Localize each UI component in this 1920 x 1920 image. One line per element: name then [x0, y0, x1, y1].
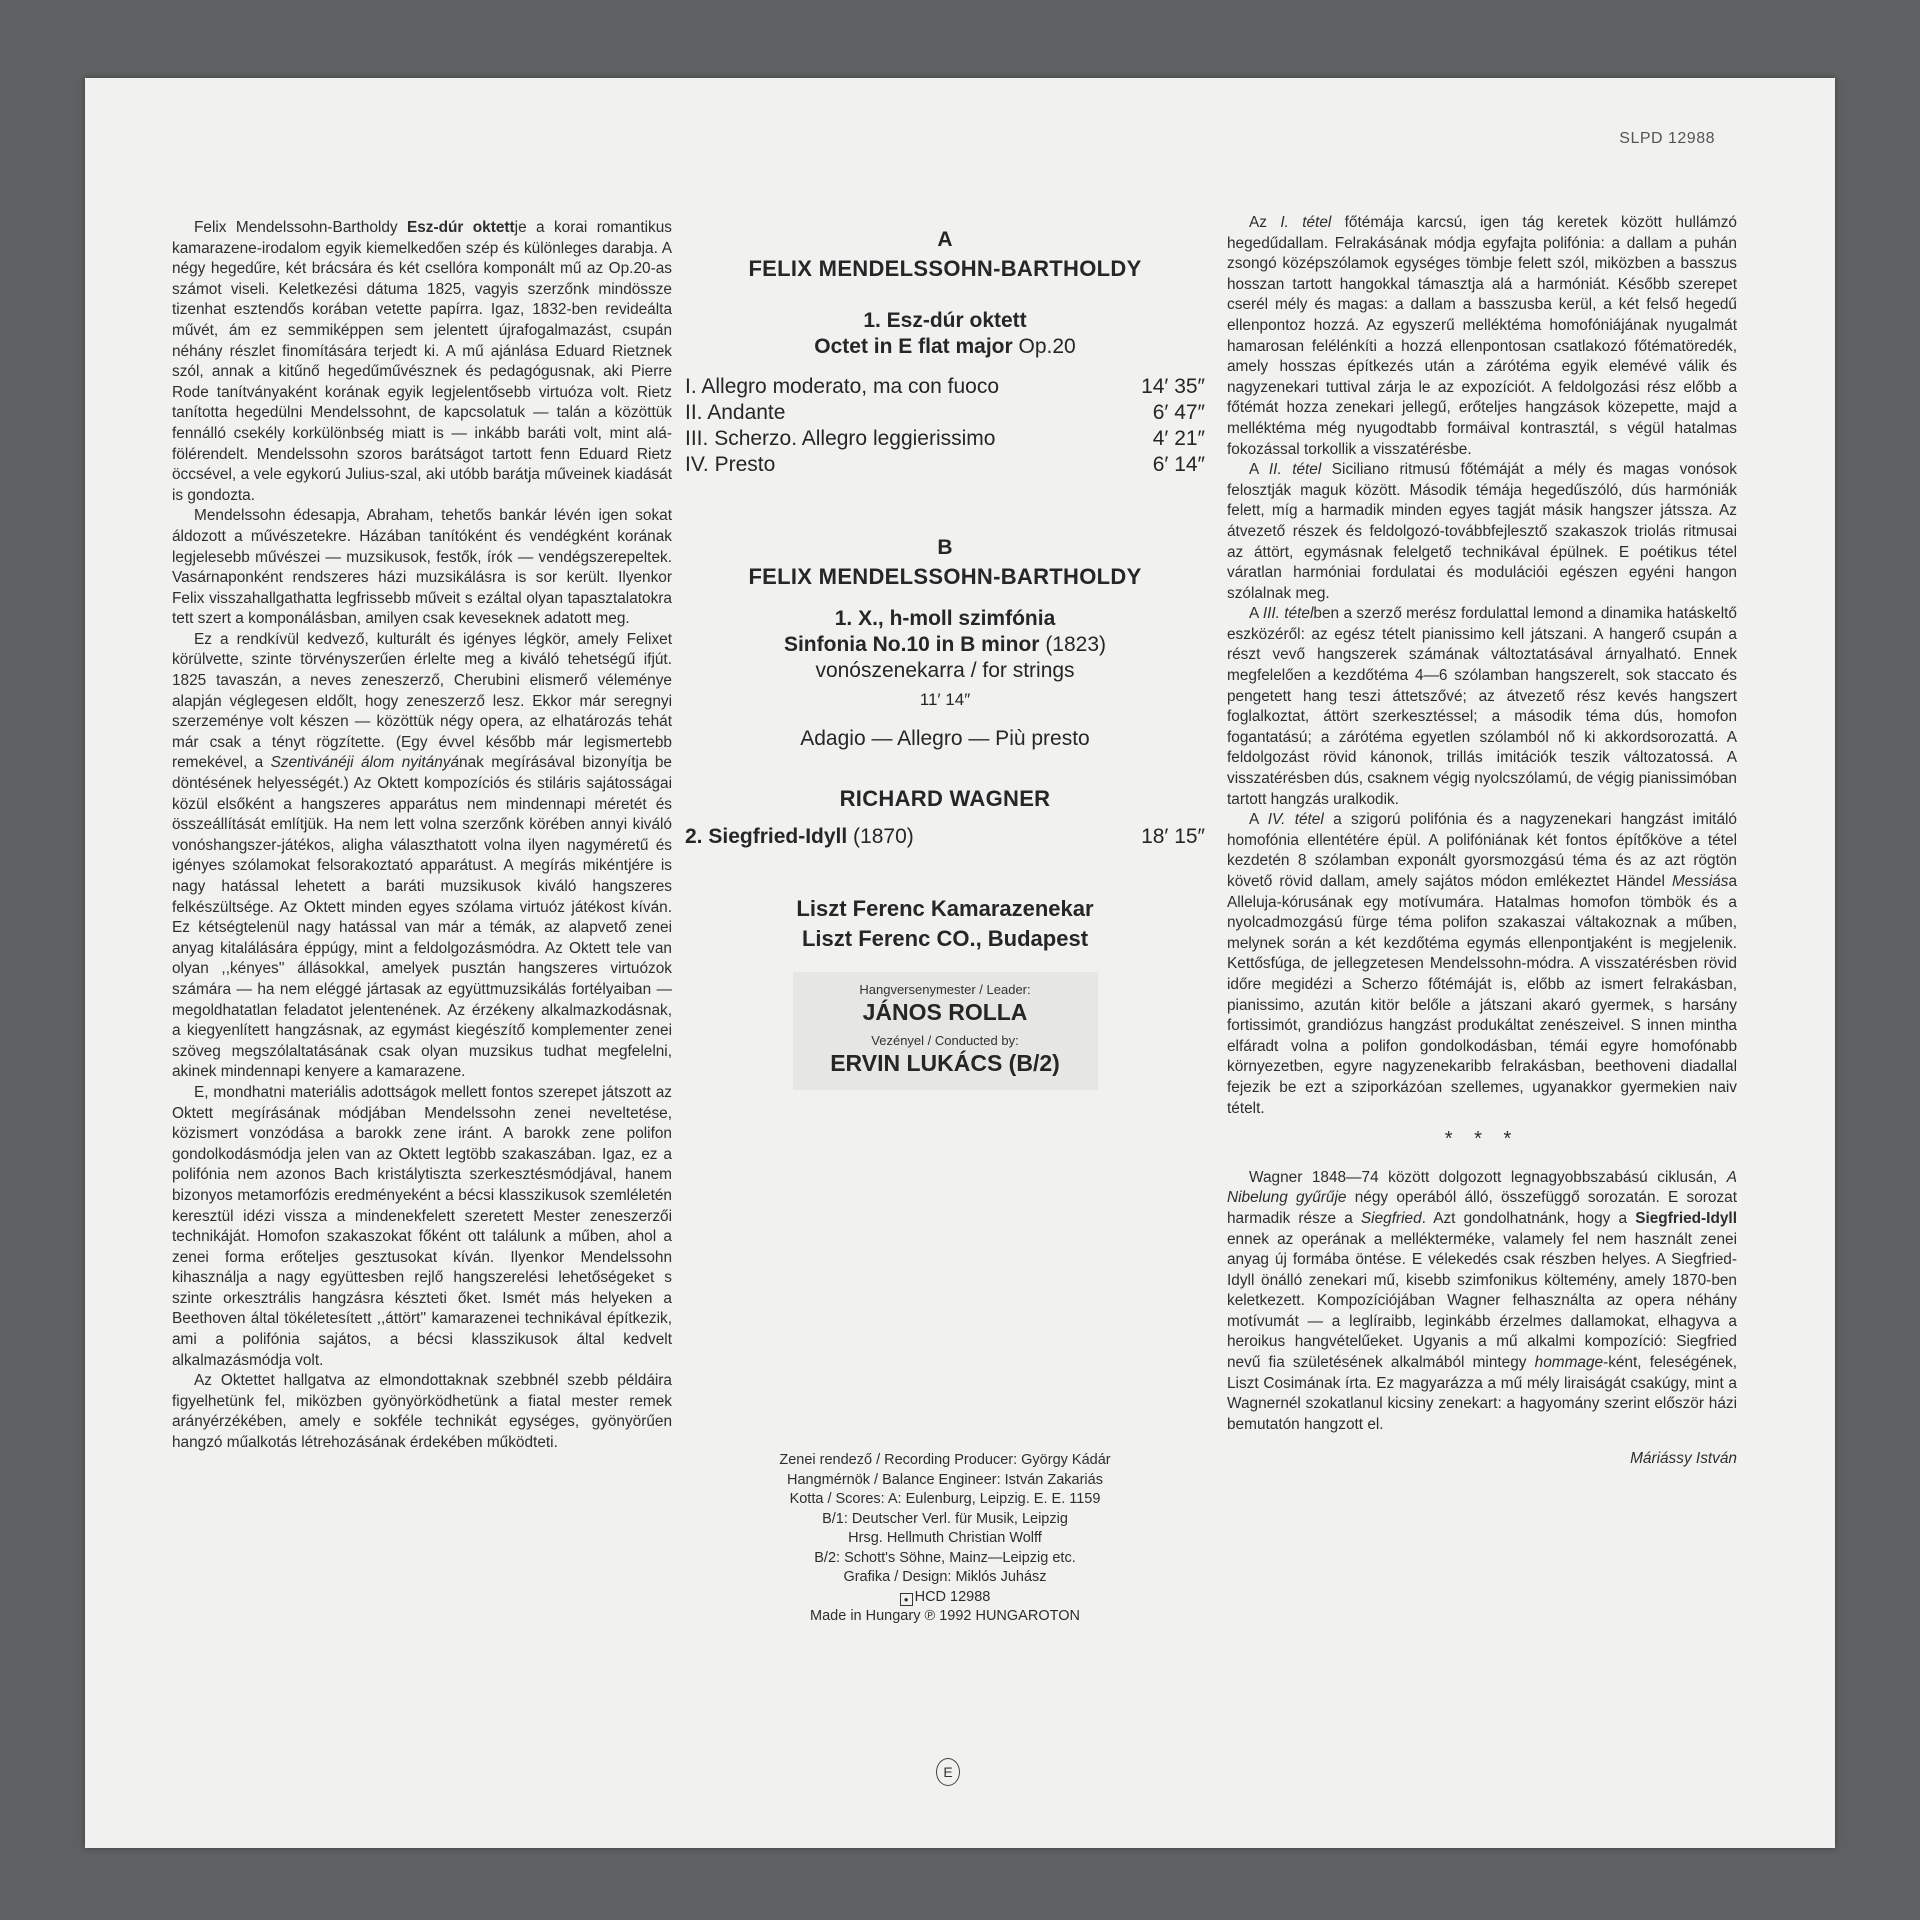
track-list-side-a — [685, 374, 1205, 478]
paragraph: A II. tétel Siciliano ritmusú főtémáját a mély és magas vonósok felosztják maguk között. Második témája hegedűszóló, dús harmóniák felett, míg a harmadik minden egyes tagját másik hangszer játssza. Az átvezető részek és feldolgozó-továbbfejlesztő szakaszok triolás ritmusai az áttört, egymásnak felelgető technikával épülnek. E poétikus tétel váratlan harmóniai fordulatai és modulációi egészen egyéni hangon szólalnak meg. — [1227, 461, 1737, 602]
credit-line: Grafika / Design: Miklós Juhász — [843, 1569, 1047, 1585]
credit-line: Zenei rendező / Recording Producer: György Kádár — [779, 1452, 1111, 1468]
section-divider: * * * — [1444, 1128, 1520, 1151]
liner-notes-left-column — [172, 218, 672, 1454]
paragraph: Az I. tétel főtémája karcsú, igen tág keretek között hullámzó hegedűdallam. Felrakásának módja egyfajta polifónia: a dallam a puhán zsongó középszólamok egységes tömbje felett szól, miközben a basszus hosszan tartott hangokkal támasztja alá a harmóniát. Később szerepet cserél mély és magas: a dallam a basszusba kerül, a két felső hegedű ellenpontoz hozzá. Az egyszerű melléktéma homofóniájának nyugalmát hamarosan felélénkíti a hozzá ellenpontosan csatlakozó főtématöredék, amely hosszas építkezés után a zárótéma egyik elemévé válik és nagyzenekari tuttival zárja le az expozíciót. A feldolgozási rész előbb a főtémát hozza zenekari jellegű, erőteljes hangzások közepette, majd a melléktéma még nyugodtabb formáival kontrasztál, s végül hatalmas fokozással torkollik a visszatérésbe. — [1227, 214, 1737, 458]
paragraph: Ez a rendkívül kedvező, kulturált és igényes légkör, amely Felixet körülvette, szinte törvényszerűen érlelte meg a kiváló tehetségű ifjút. 1825 tavaszán, a neves zeneszerző, Cherubini elismerő véleménye alapján véglegesen eldőlt, hogy zeneszerző lesz. Ekkor már seregnyi szerzeménye volt készen — közöttük négy opera, az elhatározás tehát már csak a tényt rögzítette. (Egy évvel később már legismertebb remekével, a Szentivánéji álom nyitányának megírásával bizonyítja be döntésének helyességét.) Az Oktett kompozíciós és stiláris sajátosságai közül elsőként a hangszeres apparátus nem mindennapi méretét és összeállítását említjük. Ha nem lett volna szerzőnk körében annyi kiváló vonóshangszer-játékos, aligha választhatott volna ilyen nagyméretű és igényes szólamokat felsorakoztató apparátust. A megírás mikéntjére is nagy hatással lehetett a baráti muzsikusok kiváló hangszeres felkészültsége. Az Oktett minden egyes szólama virtuóz játékost kíván. Ez kétségtelenül nagy hatással van már a témák, az alapvető zenei anyag kitalálására éppúgy, mint a feldolgozásmódra. Az Oktett tele van olyan ,,kényes'' állásokkal, amelyek pusztán hangszeres virtuózok számára — ha nem eléggé jártasak az együttmuzsikálás fortélyaiban — megoldhatatlan feladatot jelentenének. Az érzékeny alkalmazkodásnak, a kiegyenlített hangzásnak, az egymást kiegészítő komplementer zenei szöveg megszólaltatásának csak olyan muzsikus tudhat megfelelni, akinek mindennapi kenyere a kamarazene. — [172, 630, 672, 1081]
conductor-name: ERVIN LUKÁCS (B/2) — [830, 1050, 1060, 1076]
paragraph: Mendelssohn édesapja, Abraham, tehetős bankár lévén igen sokat áldozott a művészetekre. Házában tanítóként és vendégként korának legjelesebb művészei — muzsikusok, festők, írók — vendégszerepeltek. Vasárnaponként rendszeres házi muzsikálásra is sor került. Ilyenkor Felix visszahallgathatta legfrissebb műveit s ezáltal olyan tapasztalatokra tett szert a komponálásban, amilyen csak keveseknek adatott meg. — [172, 507, 672, 628]
leader-name: JÁNOS ROLLA — [862, 999, 1028, 1025]
paragraph: Az Oktettet hallgatva az elmondottaknak szebbnél szebb példáira figyelhetünk fel, miközben gyönyörködhetünk a fiatal mester remek arányérzékében, amely e sokféle technikát egységes, gyönyörűen hangzó műalkotás létrehozásának érdekében működteti. — [172, 1372, 672, 1452]
instrumentation: vonószenekarra / for strings — [815, 659, 1075, 682]
credit-line: B/1: Deutscher Verl. für Musik, Leipzig — [822, 1510, 1068, 1527]
liner-notes-right-column — [1227, 213, 1737, 1470]
movement-tempos: Adagio — Allegro — Più presto — [800, 727, 1090, 750]
work-title-english: Sinfonia No.10 in B minor (1823) — [783, 633, 1107, 656]
credit-line: Hrsg. Hellmuth Christian Wolff — [848, 1530, 1042, 1546]
composer-heading: FELIX MENDELSSOHN-BARTHOLDY — [748, 256, 1142, 281]
credit-line: Hangmérnök / Balance Engineer: István Zakariás — [787, 1471, 1103, 1488]
author-signature: Máriássy István — [1630, 1450, 1737, 1468]
work-duration: 11′ 14″ — [919, 690, 971, 709]
credit-line: ● HCD 12988 — [685, 1588, 1205, 1608]
credit-line: Kotta / Scores: A: Eulenburg, Leipzig. E. E. 1159 — [789, 1491, 1101, 1507]
work-title-english: Octet in E flat major Op.20 — [814, 335, 1076, 358]
orchestra-name: Liszt Ferenc Kamarazenekar — [796, 896, 1094, 921]
side-b-heading: B — [937, 536, 953, 559]
leader-label: Hangversenymester / Leader: — [859, 982, 1031, 997]
production-credits — [685, 1451, 1205, 1627]
paragraph: Felix Mendelssohn-Bartholdy Esz-dúr oktettje a korai romantikus kamarazene-irodalom egyik kiemelkedően szép és különleges darabja. A négy hegedűre, két brácsára és két csellóra komponált mű az Op.20-as számot viseli. Keletkezési dátuma 1825, vagyis szerzőnk mindössze tizenhat esztendős korában vetette papírra. Igaz, 1832-ben revideálta művét, ám ez semmiképpen sem jelentett újrafogalmazást, csupán néhány részlet finomítására terjedt ki. A mű ajánlása Eduard Rietznek szól, annak a kitűnő hegedűművésznek és pedagógusnak, aki Pierre Rode tanítványaként korának egyik legjelentősebb virtuóza volt. Rietz tanította hegedülni Mendelssohnt, de kapcsolatuk — talán a közöttük fennálló csekély korkülönbség miatt is — inkább baráti volt, mint alá-fölérendelt. Mendelssohn szoros barátságot tartott fenn Eduard Rietz öccsével, a vele egykorú Julius-szal, aki utóbb barátja műveinek kiadását is gondozta. — [172, 219, 672, 504]
record-sleeve-back — [85, 78, 1835, 1848]
credit-line: Made in Hungary ℗ 1992 HUNGAROTON — [810, 1608, 1080, 1624]
composer-heading: RICHARD WAGNER — [839, 786, 1051, 811]
work-title: 1. X., h-moll szimfónia — [834, 607, 1056, 630]
tracklist-center-column — [685, 228, 1205, 1090]
composer-heading: FELIX MENDELSSOHN-BARTHOLDY — [748, 564, 1142, 589]
e-mark-icon: E — [936, 1758, 960, 1786]
conductor-label: Vezényel / Conducted by: — [871, 1033, 1019, 1048]
track-row: II. Andante 6′ 47″ — [685, 401, 1205, 424]
track-row: III. Scherzo. Allegro leggierissimo 4′ 21″ — [685, 427, 1205, 450]
paragraph: A III. tételben a szerző merész fordulattal lemond a dinamika hatáskeltő eszközéről: az egész tételt pianissimo kell játszani. A hangerő csupán a részt vevő hangszerek számának változtatásával árnyalható. Ennek megfelelően a kezdőtéma 4—6 szólamban hangszerelt, sok staccato és pengetett hang teszi áttetszővé; az átvezető rész kevés hangszert foglalkoztat, áttört szerkesztéssel; a második téma dús, homofon fogantatású; a zárótéma egyetlen szólamból nő ki akkordsorozattá. A feldolgozást rövid kánonok, trillás imitációk teszik változatossá. A visszatérésben dús, csaknem végig nyolcszólamú, de végig pianissimóban tartott hangzás uralkodik. — [1227, 605, 1737, 808]
track-row: IV. Presto 6′ 14″ — [685, 453, 1205, 476]
track-row: 2. Siegfried-Idyll (1870) 18′ 15″ — [685, 825, 1205, 848]
track-row: I. Allegro moderato, ma con fuoco 14′ 35″ — [685, 375, 1205, 398]
cd-logo-icon: ● — [900, 1593, 913, 1606]
paragraph: A IV. tétel a szigorú polifónia és a nagyzenekari hangzást imitáló homofónia ellentétére épül. A polifóniának két fontos építőköve a tétel kezdetén 8 szólamban exponált gyorsmozgású téma és az azt rögtön követő rövid dallam, amely sajátos módon emlékeztet Händel Messiása Alleluja-kórusának egy motívumára. Hatalmas homofon tömbök és a nyolcadmozgású fürge téma polifon szakaszai váltakoznak a műben, melynek során a két kezdőtéma egymás ellenpontjaként is megjelenik. Kettősfúga, de jellegzetesen Mendelssohn-módra. A visszatérésben rövid időre megidézi a Scherzo főtémáját is, előbb az ismert felrakásban, pianissimo, azután kitör belőle a játszani akaró gyermek, s harsány fortissimót, grandiózus hangzást produkáltat zenészeivel. S innen mintha elfáradt volna a polifon gondolkodásban, témái egyre homofónabb környezetben, egyre nagyzenekaribb felrakásban, beethoveni diadallal fejezik be ezt a sziporkázóan szellemes, ugyanakkor gyermekien naiv tételt. — [1227, 811, 1737, 1117]
credit-line: B/2: Schott's Söhne, Mainz—Leipzig etc. — [814, 1549, 1076, 1566]
performer-sticker — [793, 972, 1098, 1090]
work-title: 1. Esz-dúr oktett — [863, 309, 1027, 332]
paragraph: E, mondhatni materiális adottságok mellett fontos szerepet játszott az Oktett megírásának módjában Mendelssohn zenei neveltetése, közismert vonzódása a barokk zene iránt. A barokk zene polifon gondolkodásmódja jelen van az Oktett legtöbb szakaszában. Igaz, ez a polifónia nem azonos Bach kristálytiszta szerkesztésmódjával, hanem bizonyos metamorfózis eredményeként a bécsi klasszikusok szemléletén keresztül idézi vissza a mindenekfelett szeretett Mester zeneszerzői technikáját. Homofon szakaszokat főként ott találunk a műben, ahol a zenei forma erőteljes gesztusokat kíván. Ilyenkor Mendelssohn kihasználja a nagy együttesben rejlő hangszerelési lehetőségeket s szinte orkesztrális hangzásra készteti őket. Ismét más helyeken a Beethoven által tökéletesített ,,áttört'' kamarazenei technikával építkezik, ami a polifónia sajátos, a bécsi klasszikusok által kedvelt alkalmazásmódja volt. — [172, 1083, 672, 1369]
orchestra-name-english: Liszt Ferenc CO., Budapest — [801, 926, 1089, 951]
catalog-number: SLPD 12988 — [1619, 130, 1715, 147]
paragraph: Wagner 1848—74 között dolgozott legnagyobbszabású ciklusán, A Nibelung gyűrűje négy operából álló, összefüggő sorozatán. E sorozat harmadik része a Siegfried. Azt gondolhatnánk, hogy a Siegfried-Idyll ennek az operának a mellékterméke, valamely fel nem használt zenei anyag új formába öntése. E vélekedés csak részben helyes. A Siegfried-Idyll önálló zenekari mű, kisebb szimfonikus költemény, amely 1870-ben keletkezett. Kompozíciójában Wagner felhasználta az opera néhány motívumát — a leglíraibb, leginkább érzelmes dallamokat, elhagyva a heroikus hangvételűeket. Ugyanis a mű alkalmi kompozíció: Siegfried nevű fia születésének alkalmából mintegy hommage-ként, feleségének, Liszt Cosimának írta. Ez magyarázza a mű mély liraiságát csakúgy, mint a Wagnernél szokatlanul kicsiny zenekart: a hagyomány szerint először házi bemutatón hangzott el. — [1227, 1168, 1738, 1433]
side-a-heading: A — [937, 228, 953, 251]
